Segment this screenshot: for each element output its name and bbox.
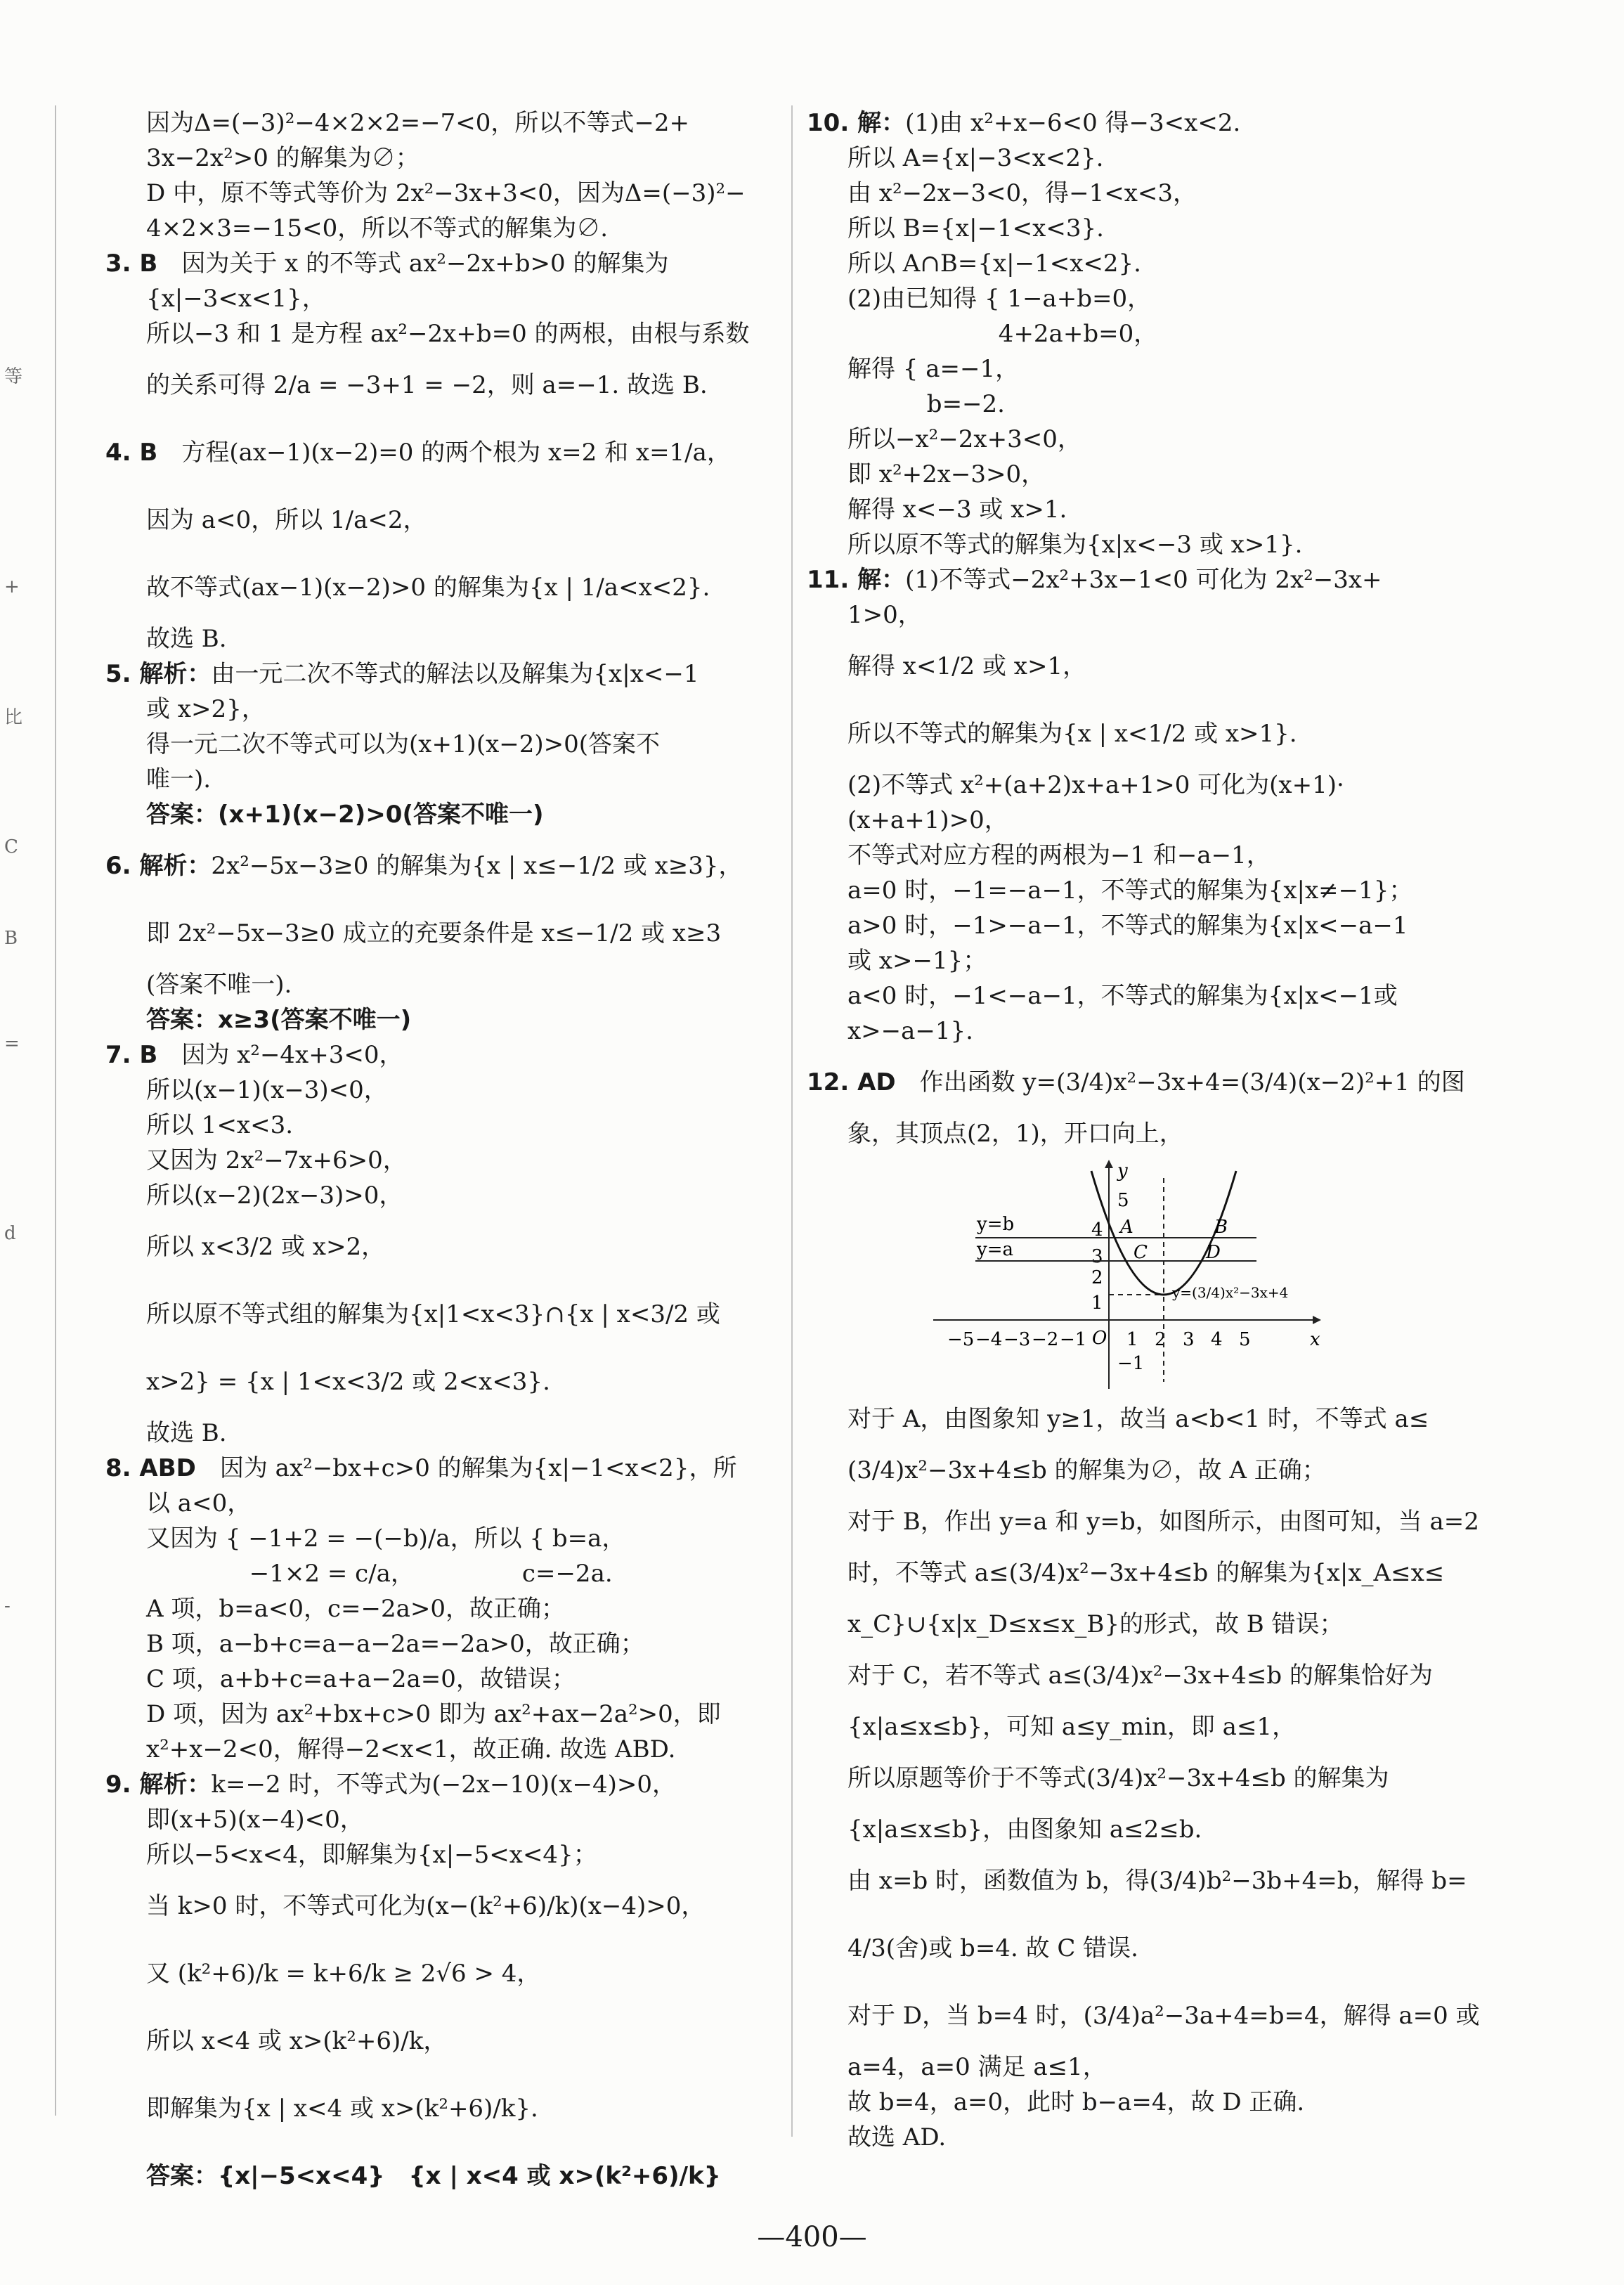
stray-mark: 比 [4, 707, 23, 728]
text-line: x_C}∪{x|x_D≤x≤x_B}的形式，故 B 错误； [847, 1610, 1344, 1638]
text-line: 即(x+5)(x−4)<0， [146, 1806, 364, 1834]
text-line: 对于 D，当 b=4 时，(3/4)a²−3a+4=b=4，解得 a=0 或 [847, 2002, 1480, 2030]
point-a-label: A [1120, 1217, 1133, 1238]
y-tick: 4 [1091, 1219, 1103, 1241]
column-divider [791, 105, 793, 2137]
answer-line: 答案：{x|−5<x<4} {x | x<4 或 x>(k²+6)/k} [146, 2162, 721, 2190]
answer-line: 答案：x≥3(答案不唯一) [146, 1006, 412, 1034]
page-number: —400— [757, 2221, 867, 2253]
x-axis-arrow [1313, 1316, 1321, 1324]
text-line: (x+a+1)>0， [847, 806, 1008, 834]
text-line: 所以原题等价于不等式(3/4)x²−3x+4≤b 的解集为 [847, 1764, 1389, 1792]
text-line: 解得 x<1/2 或 x>1， [847, 652, 1087, 680]
text-line: 故选 AD. [847, 2123, 947, 2151]
problem-6: 6. 解析：2x²−5x−3≥0 的解集为{x | x≤−1/2 或 x≥3}， [105, 852, 743, 880]
text-line: a=4，a=0 满足 a≤1， [847, 2053, 1107, 2081]
x-tick: −4 [975, 1329, 1003, 1350]
line-a-label: y=a [977, 1239, 1013, 1260]
text-line: 所以 B={x|−1<x<3}. [847, 214, 1104, 242]
text-line: (答案不唯一). [146, 971, 292, 999]
text-line: 因为Δ=(−3)²−4×2×2=−7<0，所以不等式−2+ [146, 109, 690, 137]
text-line: 故不等式(ax−1)(x−2)>0 的解集为{x | 1/a<x<2}. [146, 574, 710, 602]
problem-3: 3. B 因为关于 x 的不等式 ax²−2x+b>0 的解集为 [105, 250, 669, 278]
text-line: 4+2a+b=0， [847, 320, 1158, 348]
text-line: 对于 A，由图象知 y≥1，故当 a<b<1 时，不等式 a≤ [847, 1405, 1429, 1433]
text-line: 故 b=4，a=0，此时 b−a=4，故 D 正确. [847, 2088, 1305, 2116]
text-line: 当 k>0 时，不等式可化为(x−(k²+6)/k)(x−4)>0， [146, 1892, 706, 1920]
text-line: 所以−x²−2x+3<0， [847, 425, 1081, 453]
y-tick: 2 [1091, 1267, 1103, 1288]
y-tick: −1 [1117, 1353, 1145, 1374]
text-line: {x|a≤x≤b}，由图象知 a≤2≤b. [847, 1815, 1202, 1844]
text-line: {x|a≤x≤b}，可知 a≤y_min，即 a≤1， [847, 1713, 1297, 1741]
text-line: 唯一). [146, 765, 212, 794]
x-tick: 4 [1211, 1329, 1223, 1350]
text-line: 所以−5<x<4，即解集为{x|−5<x<4}； [146, 1841, 597, 1869]
problem-5: 5. 解析：由一元二次不等式的解法以及解集为{x|x<−1 [105, 660, 699, 688]
problem-10: 10. 解：(1)由 x²+x−6<0 得−3<x<2. [807, 109, 1241, 137]
text-line: 得一元二次不等式可以为(x+1)(x−2)>0(答案不 [146, 730, 661, 758]
text-line: C 项，a+b+c=a+a−2a=0，故错误； [146, 1665, 576, 1693]
text-line: x>−a−1}. [847, 1017, 973, 1045]
text-line: 解得 { a=−1， [847, 355, 1020, 383]
text-line: 对于 B，作出 y=a 和 y=b，如图所示，由图可知，当 a=2 [847, 1508, 1479, 1536]
text-line: 4/3(舍)或 b=4. 故 C 错误. [847, 1934, 1138, 1962]
text-line: 或 x>−1}； [847, 947, 987, 975]
text-line: 所以 1<x<3. [146, 1111, 294, 1139]
x-tick: −5 [947, 1329, 975, 1350]
point-d-label: D [1206, 1242, 1221, 1263]
y-tick: 3 [1091, 1246, 1103, 1267]
text-line: 以 a<0， [146, 1489, 252, 1517]
text-line: 象，其顶点(2，1)，开口向上， [847, 1120, 1183, 1148]
stray-mark: + [4, 576, 20, 597]
text-line: (2)由已知得 { 1−a+b=0， [847, 285, 1152, 313]
text-line: 所以不等式的解集为{x | x<1/2 或 x>1}. [847, 720, 1297, 748]
text-line: 由 x²−2x−3<0，得−1<x<3， [847, 179, 1197, 207]
text-line: −1×2 = c/a， c=−2a. [146, 1560, 613, 1588]
text-line: x>2} = {x | 1<x<3/2 或 2<x<3}. [146, 1368, 550, 1396]
y-axis-label: y [1117, 1160, 1128, 1182]
stray-mark: C [4, 836, 18, 857]
text-line: B 项，a−b+c=a−a−2a=−2a>0，故正确； [146, 1630, 644, 1658]
stray-mark: - [4, 1595, 11, 1617]
answer-line: 答案：(x+1)(x−2)>0(答案不唯一) [146, 801, 544, 829]
y-tick: 1 [1091, 1293, 1103, 1314]
text-line: 对于 C，若不等式 a≤(3/4)x²−3x+4≤b 的解集恰好为 [847, 1662, 1433, 1690]
x-tick: −1 [1060, 1329, 1087, 1350]
problem-12: 12. AD 作出函数 y=(3/4)x²−3x+4=(3/4)(x−2)²+1 的图 [807, 1068, 1465, 1096]
stray-mark: B [4, 928, 18, 949]
text-line: (2)不等式 x²+(a+2)x+a+1>0 可化为(x+1)· [847, 771, 1344, 799]
text-line: 的关系可得 2/a = −3+1 = −2，则 a=−1. 故选 B. [146, 371, 708, 399]
text-line: b=−2. [847, 390, 1005, 418]
point-b-label: B [1214, 1217, 1228, 1238]
x-axis-label: x [1310, 1329, 1320, 1350]
text-line: 又因为 { −1+2 = −(−b)/a，所以 { b=a， [146, 1525, 626, 1553]
problem-4: 4. B 方程(ax−1)(x−2)=0 的两个根为 x=2 和 x=1/a， [105, 439, 731, 467]
text-line: A 项，b=a<0，c=−2a>0，故正确； [146, 1595, 566, 1623]
text-line: 3x−2x²>0 的解集为∅； [146, 144, 420, 172]
text-line: 所以−3 和 1 是方程 ax²−2x+b=0 的两根，由根与系数 [146, 320, 750, 348]
problem-9: 9. 解析：k=−2 时，不等式为(−2x−10)(x−4)>0， [105, 1771, 676, 1799]
x-tick: 2 [1155, 1329, 1167, 1350]
text-line: 所以 x<3/2 或 x>2， [146, 1233, 386, 1261]
text-line: 所以(x−1)(x−3)<0， [146, 1076, 388, 1104]
text-line: 所以 A∩B={x|−1<x<2}. [847, 250, 1141, 278]
x-tick: 5 [1239, 1329, 1251, 1350]
text-line: 所以(x−2)(2x−3)>0， [146, 1182, 403, 1210]
text-line: D 中，原不等式等价为 2x²−3x+3<0，因为Δ=(−3)²− [146, 179, 746, 207]
text-line: 所以 x<4 或 x>(k²+6)/k， [146, 2027, 448, 2055]
parabola-graph [933, 1157, 1327, 1396]
text-line: 解得 x<−3 或 x>1. [847, 496, 1067, 524]
text-line: 所以原不等式的解集为{x|x<−3 或 x>1}. [847, 531, 1303, 559]
x-tick: −3 [1003, 1329, 1031, 1350]
text-line: a>0 时，−1>−a−1，不等式的解集为{x|x<−a−1 [847, 912, 1408, 940]
line-b-label: y=b [977, 1214, 1015, 1235]
x-tick: −2 [1032, 1329, 1059, 1350]
stray-mark: 等 [4, 366, 23, 387]
text-line: 即解集为{x | x<4 或 x>(k²+6)/k}. [146, 2095, 538, 2123]
text-line: 或 x>2}， [146, 695, 266, 723]
text-line: 因为 a<0，所以 1/a<2， [146, 506, 427, 534]
problem-7: 7. B 因为 x²−4x+3<0， [105, 1041, 403, 1069]
text-line: x²+x−2<0，解得−2<x<1，故正确. 故选 ABD. [146, 1735, 676, 1763]
y-axis-arrow [1105, 1160, 1113, 1168]
point-c-label: C [1133, 1242, 1148, 1263]
problem-11: 11. 解：(1)不等式−2x²+3x−1<0 可化为 2x²−3x+ [807, 566, 1382, 594]
text-line: D 项，因为 ax²+bx+c>0 即为 ax²+ax−2a²>0，即 [146, 1700, 721, 1728]
text-line: (3/4)x²−3x+4≤b 的解集为∅，故 A 正确； [847, 1456, 1326, 1484]
text-line: 故选 B. [146, 625, 227, 653]
text-line: 所以原不等式组的解集为{x|1<x<3}∩{x | x<3/2 或 [146, 1300, 720, 1328]
left-column [105, 105, 750, 2210]
text-line: {x|−3<x<1}， [146, 285, 326, 313]
text-line: 又 (k²+6)/k = k+6/k ≥ 2√6 > 4， [146, 1960, 541, 1988]
x-tick: 1 [1126, 1329, 1138, 1350]
text-line: 又因为 2x²−7x+6>0， [146, 1146, 407, 1174]
text-line: 故选 B. [146, 1419, 227, 1447]
text-line: 即 2x²−5x−3≥0 成立的充要条件是 x≤−1/2 或 x≥3 [146, 919, 722, 947]
problem-8: 8. ABD 因为 ax²−bx+c>0 的解集为{x|−1<x<2}，所 [105, 1454, 737, 1482]
text-line: 由 x=b 时，函数值为 b，得(3/4)b²−3b+4=b，解得 b= [847, 1867, 1467, 1895]
text-line: 即 x²+2x−3>0， [847, 460, 1046, 488]
text-line: a=0 时，−1=−a−1，不等式的解集为{x|x≠−1}； [847, 876, 1413, 905]
text-line: 所以 A={x|−3<x<2}. [847, 144, 1104, 172]
text-line: 时，不等式 a≤(3/4)x²−3x+4≤b 的解集为{x|x_A≤x≤ [847, 1559, 1445, 1587]
margin-line [55, 105, 56, 2116]
y-tick: 5 [1117, 1190, 1129, 1211]
right-column [807, 105, 1480, 2155]
x-tick: 3 [1183, 1329, 1195, 1350]
stray-mark: d [4, 1223, 16, 1244]
text-line: 1>0， [847, 601, 922, 629]
text-line: 4×2×3=−15<0，所以不等式的解集为∅. [146, 214, 609, 242]
curve-label: y=(3/4)x²−3x+4 [1172, 1284, 1289, 1301]
text-line: a<0 时，−1<−a−1，不等式的解集为{x|x<−1或 [847, 982, 1398, 1010]
text-line: 不等式对应方程的两根为−1 和−a−1， [847, 841, 1271, 869]
stray-mark: = [4, 1033, 20, 1054]
origin-label: O [1092, 1328, 1107, 1349]
